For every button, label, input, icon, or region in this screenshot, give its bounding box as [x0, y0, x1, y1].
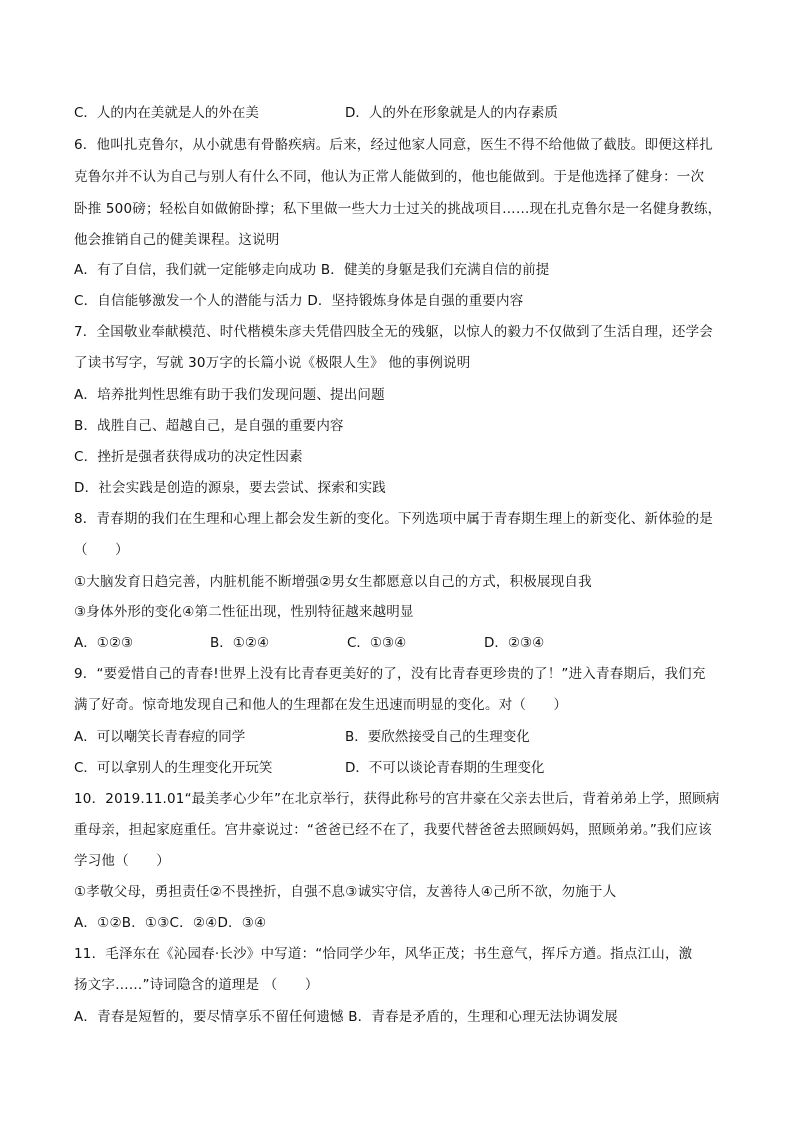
q6-options-ab: A．有了自信，我们就一定能够走向成功 B．健美的身躯是我们充满自信的前提 — [74, 262, 550, 278]
q8-option-d: D．②③④ — [484, 635, 545, 651]
q7-option-a: A．培养批判性思维有助于我们发现问题、提出问题 — [74, 387, 385, 403]
q7-option-b: B．战胜自己、超越自己，是自强的重要内容 — [74, 418, 344, 434]
q6-text-line-2: 克鲁尔并不认为自己与别人有什么不同，他认为正常人能做到的，他也能做到。于是他选择了健身：一次 — [74, 169, 705, 185]
q10-text-line-3: 学习他（ ） — [74, 853, 170, 869]
q5-option-d: D．人的外在形象就是人的内存素质 — [345, 105, 558, 121]
q9-text-line-2: 满了好奇。惊奇地发现自己和他人的生理都在发生迅速而明显的变化。对（ ） — [74, 697, 568, 713]
q8-text-line-2: （ ） — [74, 542, 129, 558]
q9-option-c: C．可以拿别人的生理变化开玩笑 — [74, 760, 273, 776]
q10-options: A．①②B．①③C．②④D．③④ — [74, 915, 267, 931]
q6-text-line-4: 他会推销自己的健美课程。这说明 — [74, 232, 280, 248]
q8-statements-line-2: ③身体外形的变化④第二性征出现，性别特征越来越明显 — [74, 604, 414, 620]
q11-text-line-1: 11．毛泽东在《沁园春·长沙》中写道：“恰同学少年，风华正茂；书生意气，挥斥方遒。指点江山，激 — [74, 946, 693, 962]
q6-options-cd: C．自信能够激发一个人的潜能与活力 D．坚持锻炼身体是自强的重要内容 — [74, 293, 524, 309]
q6-text-line-3: 卧推 500磅；轻松自如做俯卧撑；私下里做一些大力士过关的挑战项目……现在扎克鲁尔是一名健身教练， — [74, 201, 722, 217]
q10-text-line-2: 重母亲，担起家庭重任。宫井豪说过：“爸爸已经不在了，我要代替爸爸去照顾妈妈，照顾弟弟。”我们应该 — [74, 822, 712, 838]
q10-text-line-1: 10．2019.11.01“最美孝心少年”在北京举行，获得此称号的宫井豪在父亲去世后，背着弟弟上学，照顾病 — [74, 791, 720, 807]
q7-option-d: D．社会实践是创造的源泉，要去尝试、探索和实践 — [74, 480, 386, 496]
q8-option-b: B．①②④ — [210, 635, 270, 651]
q8-option-a: A．①②③ — [74, 635, 134, 651]
q9-text-line-1: 9．“要爱惜自己的青春!世界上没有比青春更美好的了，没有比青春更珍贵的了！”进入青春期后，我们充 — [74, 666, 706, 682]
q9-option-b: B．要欣然接受自己的生理变化 — [345, 729, 530, 745]
q11-text-line-2: 扬文字……”诗词隐含的道理是 （ ） — [74, 977, 319, 993]
q9-option-a: A．可以嘲笑长青春痘的同学 — [74, 729, 246, 745]
q8-text-line-1: 8．青春期的我们在生理和心理上都会发生新的变化。下列选项中属于青春期生理上的新变化、新体验的是 — [74, 511, 713, 527]
q11-options-ab: A．青春是短暂的，要尽情享乐不留任何遗憾 B．青春是矛盾的，生理和心理无法协调发展 — [74, 1009, 618, 1025]
q7-option-c: C．挫折是强者获得成功的决定性因素 — [74, 449, 303, 465]
q7-text-line-2: 了读书写字，写就 30万字的长篇小说《极限人生》 他的事例说明 — [74, 355, 471, 371]
q7-text-line-1: 7．全国敬业奉献模范、时代楷模朱彦夫凭借四肢全无的残躯，以惊人的毅力不仅做到了生活自理，还学会 — [74, 324, 713, 340]
q9-option-d: D．不可以谈论青春期的生理变化 — [345, 760, 545, 776]
q6-text-line-1: 6．他叫扎克鲁尔，从小就患有骨骼疾病。后来，经过他家人同意，医生不得不给他做了截肢。即便这样扎 — [74, 137, 713, 153]
q8-statements-line-1: ①大脑发育日趋完善，内脏机能不断增强②男女生都愿意以自己的方式，积极展现自我 — [74, 574, 592, 590]
q10-statements: ①孝敬父母，勇担责任②不畏挫折，自强不息③诚实守信，友善待人④己所不欲，勿施于人 — [74, 884, 617, 900]
q5-option-c: C．人的内在美就是人的外在美 — [74, 105, 259, 121]
q8-option-c: C．①③④ — [347, 635, 407, 651]
